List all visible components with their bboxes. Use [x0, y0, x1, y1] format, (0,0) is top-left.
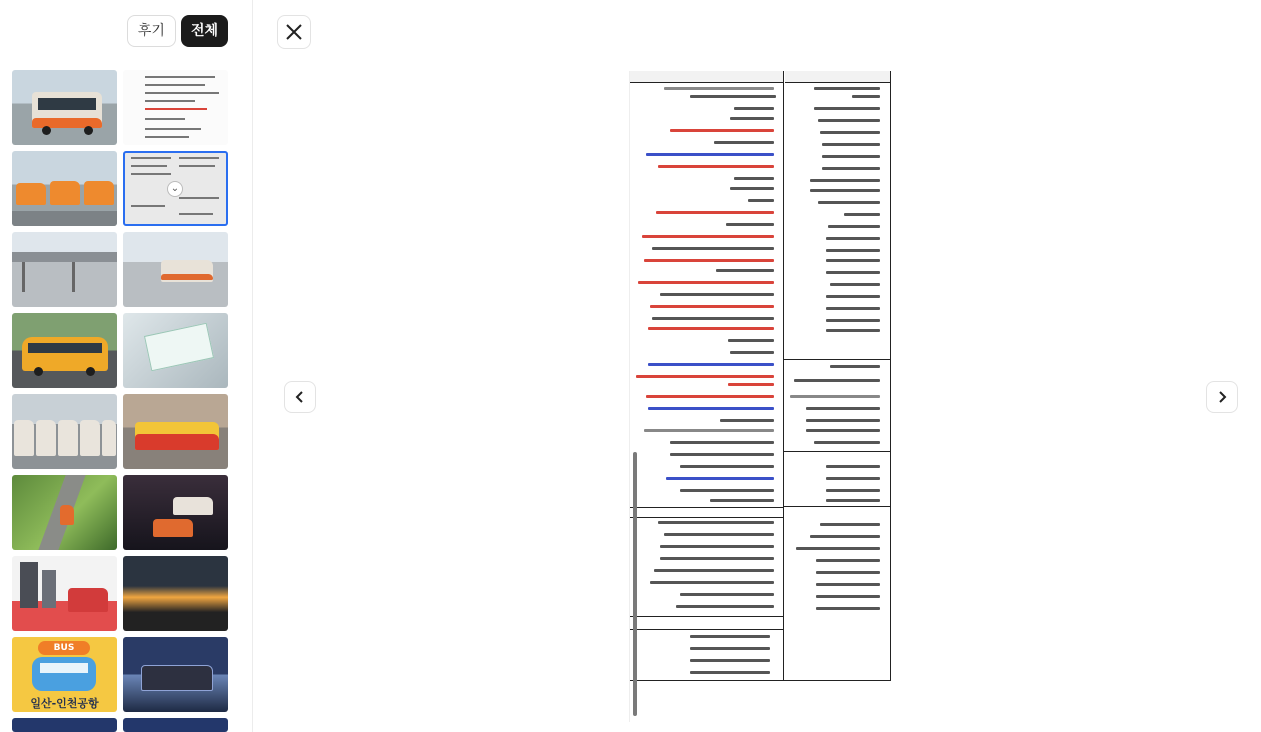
close-button[interactable] — [277, 15, 311, 49]
thumbnail-caption: 일산-인천공항 — [30, 697, 99, 710]
doc-line — [179, 197, 219, 199]
timetable-row — [648, 407, 774, 410]
timetable-row — [730, 351, 774, 354]
timetable-row — [810, 179, 880, 182]
timetable-rule — [630, 507, 783, 508]
timetable-row — [816, 583, 880, 586]
timetable-row — [690, 635, 770, 638]
timetable-divider — [783, 71, 784, 681]
doc-line — [145, 128, 201, 130]
doc-line — [145, 108, 207, 110]
thumbnail-grid — [12, 70, 228, 732]
timetable-row — [796, 547, 880, 550]
timetable-row — [826, 259, 880, 262]
timetable-row — [670, 453, 774, 456]
timetable-row — [716, 269, 774, 272]
timetable-row — [826, 499, 880, 502]
building — [42, 570, 56, 608]
timetable-row — [806, 419, 880, 422]
timetable-row — [748, 199, 774, 202]
thumbnail-bus-cartoon[interactable] — [12, 637, 117, 712]
timetable-row — [652, 247, 774, 250]
timetable-row — [826, 319, 880, 322]
bus-shape — [60, 505, 74, 525]
timetable-header — [630, 71, 783, 83]
ticket-card — [144, 323, 214, 372]
bus-window — [40, 663, 88, 673]
timetable-row — [648, 327, 774, 330]
doc-line — [179, 213, 213, 215]
timetable-row — [710, 499, 774, 502]
timetable-row — [680, 465, 774, 468]
timetable-row — [818, 119, 880, 122]
bus-wheel — [42, 126, 51, 135]
timetable-row — [650, 305, 774, 308]
timetable-row — [660, 545, 774, 548]
doc-line — [131, 157, 171, 159]
timetable-row — [826, 477, 880, 480]
timetable-row — [644, 259, 774, 262]
timetable-row — [794, 379, 880, 382]
bus-stripe — [135, 434, 219, 450]
thumbnail-city-bus-art[interactable] — [12, 556, 117, 631]
timetable-row — [806, 429, 880, 432]
prev-image-button[interactable] — [284, 381, 316, 413]
timetable-row — [830, 283, 880, 286]
timetable-row — [814, 107, 880, 110]
timetable-row — [728, 339, 774, 342]
bus-shape — [141, 665, 213, 691]
chevron-right-icon — [1215, 390, 1229, 404]
thumbnail-timetable-doc[interactable] — [123, 70, 228, 145]
timetable-rule — [783, 506, 891, 507]
thumbnail-terminal-photo[interactable] — [12, 232, 117, 307]
timetable-row — [690, 647, 770, 650]
timetable-border — [890, 71, 891, 681]
bus-label: BUS — [38, 641, 90, 655]
chevron-down-icon: ⌄ — [167, 181, 183, 197]
image-scrollbar[interactable] — [633, 452, 637, 716]
timetable-row — [654, 569, 774, 572]
bus-window — [28, 343, 102, 353]
thumbnail-night-buses[interactable] — [123, 475, 228, 550]
timetable-rule — [630, 616, 783, 617]
building — [20, 562, 38, 608]
timetable-row — [814, 87, 880, 90]
timetable-row — [810, 535, 880, 538]
timetable-row — [720, 419, 774, 422]
thumbnail-timetable-doc-2[interactable] — [123, 151, 228, 226]
thumbnail-strip-2[interactable] — [123, 718, 228, 732]
doc-line — [145, 100, 195, 102]
timetable-row — [826, 271, 880, 274]
timetable-row — [852, 95, 880, 98]
timetable-row — [660, 293, 774, 296]
bus-shape — [16, 183, 46, 205]
timetable-row — [656, 211, 774, 214]
timetable-row — [810, 189, 880, 192]
timetable-row — [822, 155, 880, 158]
doc-line — [145, 92, 219, 94]
doc-line — [145, 118, 185, 120]
thumbnail-bus-photo[interactable] — [12, 70, 117, 145]
thumbnail-bus-lot-photo[interactable] — [123, 232, 228, 307]
timetable-row — [820, 523, 880, 526]
roof — [12, 252, 117, 262]
timetable-row — [816, 571, 880, 574]
timetable-rule — [783, 359, 891, 360]
bus-wheel — [84, 126, 93, 135]
chevron-left-icon — [293, 390, 307, 404]
timetable-row — [690, 95, 776, 98]
timetable-row — [820, 131, 880, 134]
thumbnail-strip-1[interactable] — [12, 718, 117, 732]
timetable-row — [690, 659, 770, 662]
timetable-row — [658, 521, 774, 524]
timetable-row — [714, 141, 774, 144]
timetable-row — [730, 117, 774, 120]
timetable-row — [730, 187, 774, 190]
pillar — [72, 262, 75, 292]
timetable-row — [806, 407, 880, 410]
timetable-row — [664, 87, 774, 90]
bus-shape — [153, 519, 193, 537]
bus-shape — [173, 497, 213, 515]
timetable-row — [680, 593, 774, 596]
timetable-row — [636, 375, 774, 378]
thumbnail-bus-fleet[interactable] — [12, 394, 117, 469]
tab-all[interactable]: 전체 — [181, 15, 228, 47]
timetable-rule — [630, 517, 783, 518]
doc-line — [179, 157, 219, 159]
timetable-row — [816, 559, 880, 562]
timetable-image — [629, 71, 891, 722]
doc-line — [131, 205, 165, 207]
bus-shape — [68, 588, 108, 612]
timetable-row — [644, 429, 774, 432]
close-icon — [285, 23, 303, 41]
doc-line — [179, 165, 215, 167]
timetable-row — [816, 607, 880, 610]
timetable-row — [658, 165, 774, 168]
bus-shape — [36, 420, 56, 456]
thumbnail-red-bus[interactable] — [123, 394, 228, 469]
timetable-row — [734, 177, 774, 180]
bus-shape — [14, 420, 34, 456]
doc-line — [131, 173, 171, 175]
thumbnail-sunset-photo[interactable] — [123, 556, 228, 631]
timetable-row — [828, 225, 880, 228]
timetable-row — [822, 143, 880, 146]
bus-shape — [80, 420, 100, 456]
timetable-row — [646, 153, 774, 156]
doc-line — [145, 84, 205, 86]
timetable-rule — [630, 629, 783, 630]
tab-reviews[interactable]: 후기 — [127, 15, 176, 47]
timetable-row — [726, 223, 774, 226]
bus-stripe — [161, 274, 213, 280]
timetable-row — [670, 129, 774, 132]
timetable-row — [734, 107, 774, 110]
bus-wheel — [34, 367, 43, 376]
timetable-header — [785, 71, 891, 83]
timetable-row — [664, 533, 774, 536]
timetable-row — [646, 395, 774, 398]
timetable-row — [826, 465, 880, 468]
timetable-row — [814, 441, 880, 444]
timetable-row — [822, 167, 880, 170]
timetable-row — [826, 307, 880, 310]
thumbnail-forest-road[interactable] — [12, 475, 117, 550]
doc-line — [145, 76, 215, 78]
timetable-row — [676, 605, 774, 608]
timetable-row — [826, 295, 880, 298]
timetable-row — [660, 557, 774, 560]
timetable-rule — [783, 451, 891, 452]
timetable-row — [826, 329, 880, 332]
timetable-row — [818, 201, 880, 204]
pillar — [22, 262, 25, 292]
timetable-row — [652, 317, 774, 320]
timetable-row — [638, 281, 774, 284]
thumbnail-ticket-photo[interactable] — [123, 313, 228, 388]
image-viewer — [253, 0, 1261, 732]
bus-shape — [58, 420, 78, 456]
doc-line — [131, 165, 167, 167]
bus-shape — [50, 181, 80, 205]
bus-wheel — [86, 367, 95, 376]
timetable-row — [826, 249, 880, 252]
timetable-row — [790, 395, 880, 398]
road — [12, 211, 117, 226]
timetable-row — [680, 489, 774, 492]
timetable-row — [666, 477, 774, 480]
thumbnail-sidebar[interactable] — [0, 0, 253, 732]
filter-tabs — [127, 15, 228, 47]
bus-window — [38, 98, 96, 110]
timetable-row — [670, 441, 774, 444]
next-image-button[interactable] — [1206, 381, 1238, 413]
timetable-row — [690, 671, 770, 674]
thumbnail-buses-parked[interactable] — [12, 151, 117, 226]
timetable-row — [650, 581, 774, 584]
timetable-row — [816, 595, 880, 598]
timetable-row — [728, 383, 774, 386]
timetable-row — [830, 365, 880, 368]
bus-shape — [102, 420, 116, 456]
thumbnail-night-coach[interactable] — [123, 637, 228, 712]
doc-line — [145, 136, 189, 138]
timetable-rule — [630, 680, 891, 681]
timetable-row — [642, 235, 774, 238]
timetable-row — [648, 363, 774, 366]
timetable-row — [844, 213, 880, 216]
bus-shape — [84, 181, 114, 205]
thumbnail-yellow-bus[interactable] — [12, 313, 117, 388]
timetable-row — [826, 237, 880, 240]
timetable-row — [826, 489, 880, 492]
